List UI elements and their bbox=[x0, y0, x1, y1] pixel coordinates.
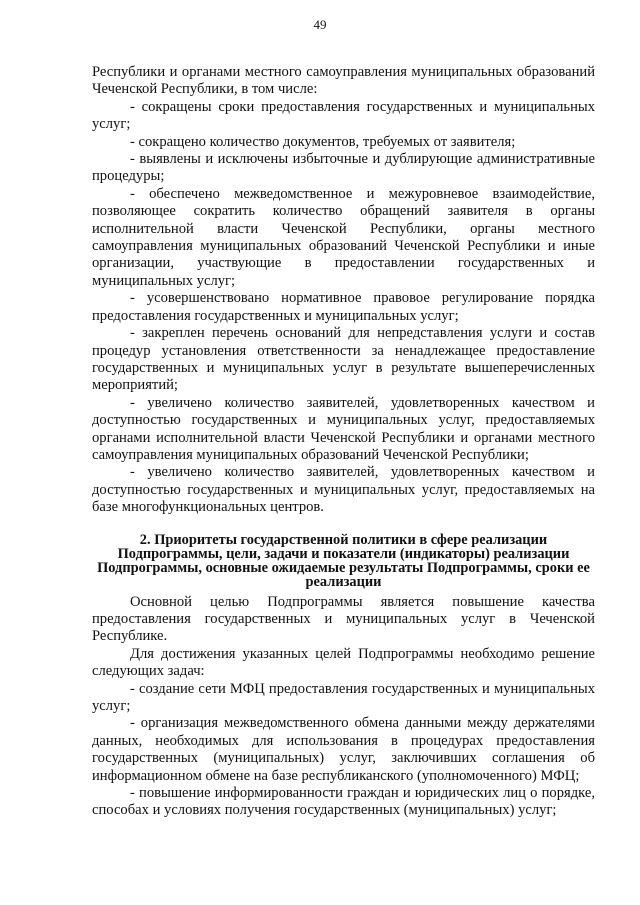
paragraph: Республики и органами местного самоуправления муниципальных образований Чеченской Республики, в том числе: bbox=[92, 64, 595, 98]
paragraph: - организация межведомственного обмена данными между держателями данных, необходимых для использования в процедурах предоставления государственных (муниципальных) услуг, заключивших соглашения об информационном обмене на базе республиканского (уполномоченного) МФЦ; bbox=[92, 715, 595, 784]
paragraph: - повышение информированности граждан и юридических лиц о порядке, способах и условиях получения государственных (муниципальных) услуг; bbox=[92, 785, 595, 819]
page-number: 49 bbox=[313, 17, 327, 32]
paragraph: Для достижения указанных целей Подпрограммы необходимо решение следующих задач: bbox=[92, 645, 595, 680]
paragraph: - создание сети МФЦ предоставления государственных и муниципальных услуг; bbox=[92, 680, 595, 714]
paragraph: - выявлены и исключены избыточные и дублирующие административные процедуры; bbox=[92, 151, 595, 185]
paragraph: - закреплен перечень оснований для непредставления услуги и состав процедур установления ответственности за ненадлежащее предоставление государственных и муниципальных услуг в результате вышеперечисленных мероприятий; bbox=[92, 325, 595, 394]
paragraph: Основной целью Подпрограммы является повышение качества предоставления государственных и муниципальных услуг в Чеченской Республике. bbox=[92, 593, 595, 645]
paragraph: - усовершенствовано нормативное правовое регулирование порядка предоставления государственных и муниципальных услуг; bbox=[92, 290, 595, 324]
section-heading: 2. Приоритеты государственной политики в сфере реализации Подпрограммы, цели, задачи и показатели (индикаторы) реализации Подпрограммы, основные ожидаемые результаты Подпрограммы, сроки ее реализации bbox=[97, 531, 590, 590]
paragraph: - сокращено количество документов, требуемых от заявителя; bbox=[130, 133, 516, 150]
paragraph: - обеспечено межведомственное и межуровневое взаимодействие, позволяющее сократить количество обращений заявителя в органы исполнительной власти Чеченской Республики, органы местного самоуправления муниципальных образований Чеченской Республики и иные организации, участвующие в предоставлении государственных и муниципальных услуг; bbox=[92, 185, 595, 289]
section-body bbox=[92, 594, 595, 820]
page-content bbox=[92, 64, 595, 820]
intro-block bbox=[92, 64, 595, 517]
paragraph: - увеличено количество заявителей, удовлетворенных качеством и доступностью государственных и муниципальных услуг, предоставляемых органами исполнительной власти Чеченской Республики и органами местного самоуправления муниципальных образований Чеченской Республики; bbox=[92, 394, 595, 463]
paragraph: - сокращены сроки предоставления государственных и муниципальных услуг; bbox=[92, 98, 595, 133]
paragraph: - увеличено количество заявителей, удовлетворенных качеством и доступностью государственных и муниципальных услуг, предоставляемых на базе многофункциональных центров. bbox=[92, 464, 595, 516]
